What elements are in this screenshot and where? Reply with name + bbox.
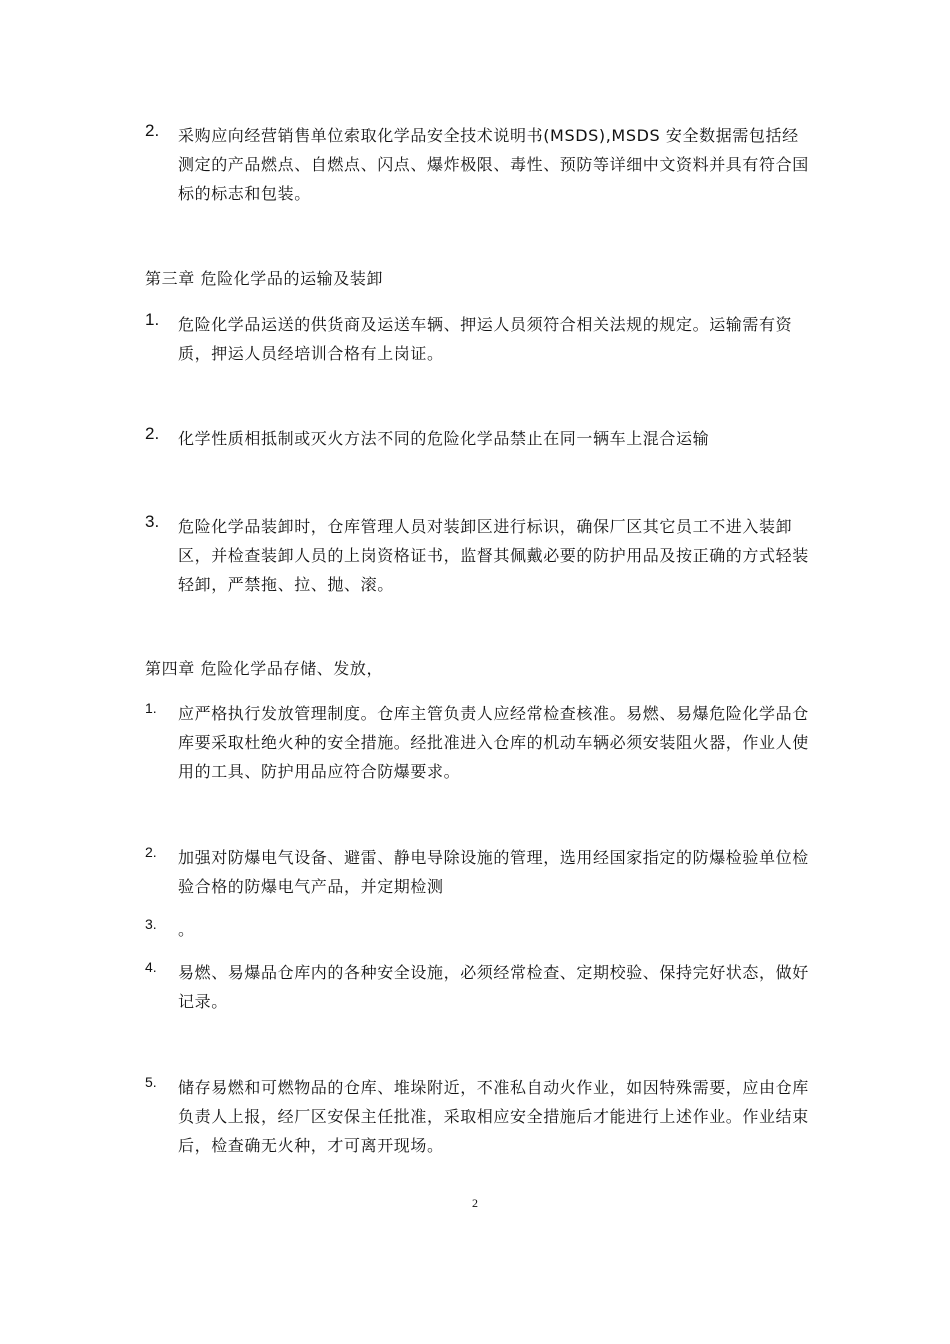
item-text: 应严格执行发放管理制度。仓库主管负责人应经常检查核准。易燃、易爆危险化学品仓库要采取杜绝火种的安全措施。经批准进入仓库的机动车辆必须安装阻火器，作业人使用的工具、防护用品应符合防爆要求。 [178, 704, 809, 781]
item-number: 3. [145, 916, 157, 932]
chapter-3-heading: 第三章 危险化学品的运输及装卸 [145, 269, 384, 288]
item-text: 加强对防爆电气设备、避雷、静电导除设施的管理，选用经国家指定的防爆检验单位检验合格的防爆电气产品，并定期检测 [178, 848, 809, 896]
list-item [145, 512, 815, 599]
item-number: 2. [145, 424, 160, 443]
item-text: 危险化学品装卸时，仓库管理人员对装卸区进行标识，确保厂区其它员工不进入装卸区，并检查装卸人员的上岗资格证书，监督其佩戴必要的防护用品及按正确的方式轻装轻卸，严禁拖、拉、抛、滚。 [178, 517, 809, 594]
item-number: 2. [145, 121, 160, 140]
list-item [145, 424, 815, 453]
item-number: 5. [145, 1074, 157, 1090]
chapter-4-heading: 第四章 危险化学品存储、发放， [145, 659, 384, 678]
item-text: 易燃、易爆品仓库内的各种安全设施，必须经常检查、定期校验、保持完好状态，做好记录。 [178, 963, 809, 1011]
list-item [145, 958, 815, 1016]
item-number: 2. [145, 844, 157, 860]
list-item [145, 310, 815, 368]
item-number: 1. [145, 310, 160, 329]
list-item [145, 699, 815, 786]
list-item [145, 843, 815, 901]
page-number: 2 [472, 1196, 478, 1210]
item-text: 化学性质相抵制或灭火方法不同的危险化学品禁止在同一辆车上混合运输 [178, 429, 710, 448]
item-text: 采购应向经营销售单位索取化学品安全技术说明书(MSDS),MSDS 安全数据需包括经测定的产品燃点、自燃点、闪点、爆炸极限、毒性、预防等详细中文资料并具有符合国标的标志和包装。 [178, 126, 809, 203]
list-item [145, 1073, 815, 1160]
item-number: 3. [145, 512, 160, 531]
item-text: 危险化学品运送的供货商及运送车辆、押运人员须符合相关法规的规定。运输需有资质，押运人员经培训合格有上岗证。 [178, 315, 793, 363]
item-number: 1. [145, 700, 157, 716]
item-text: 储存易燃和可燃物品的仓库、堆垛附近，不准私自动火作业，如因特殊需要，应由仓库负责人上报，经厂区安保主任批准，采取相应安全措施后才能进行上述作业。作业结束后，检查确无火种，才可离开现场。 [178, 1078, 809, 1155]
item-number: 4. [145, 959, 157, 975]
list-item [145, 915, 815, 944]
list-item [145, 121, 815, 208]
item-text: 。 [178, 920, 195, 939]
